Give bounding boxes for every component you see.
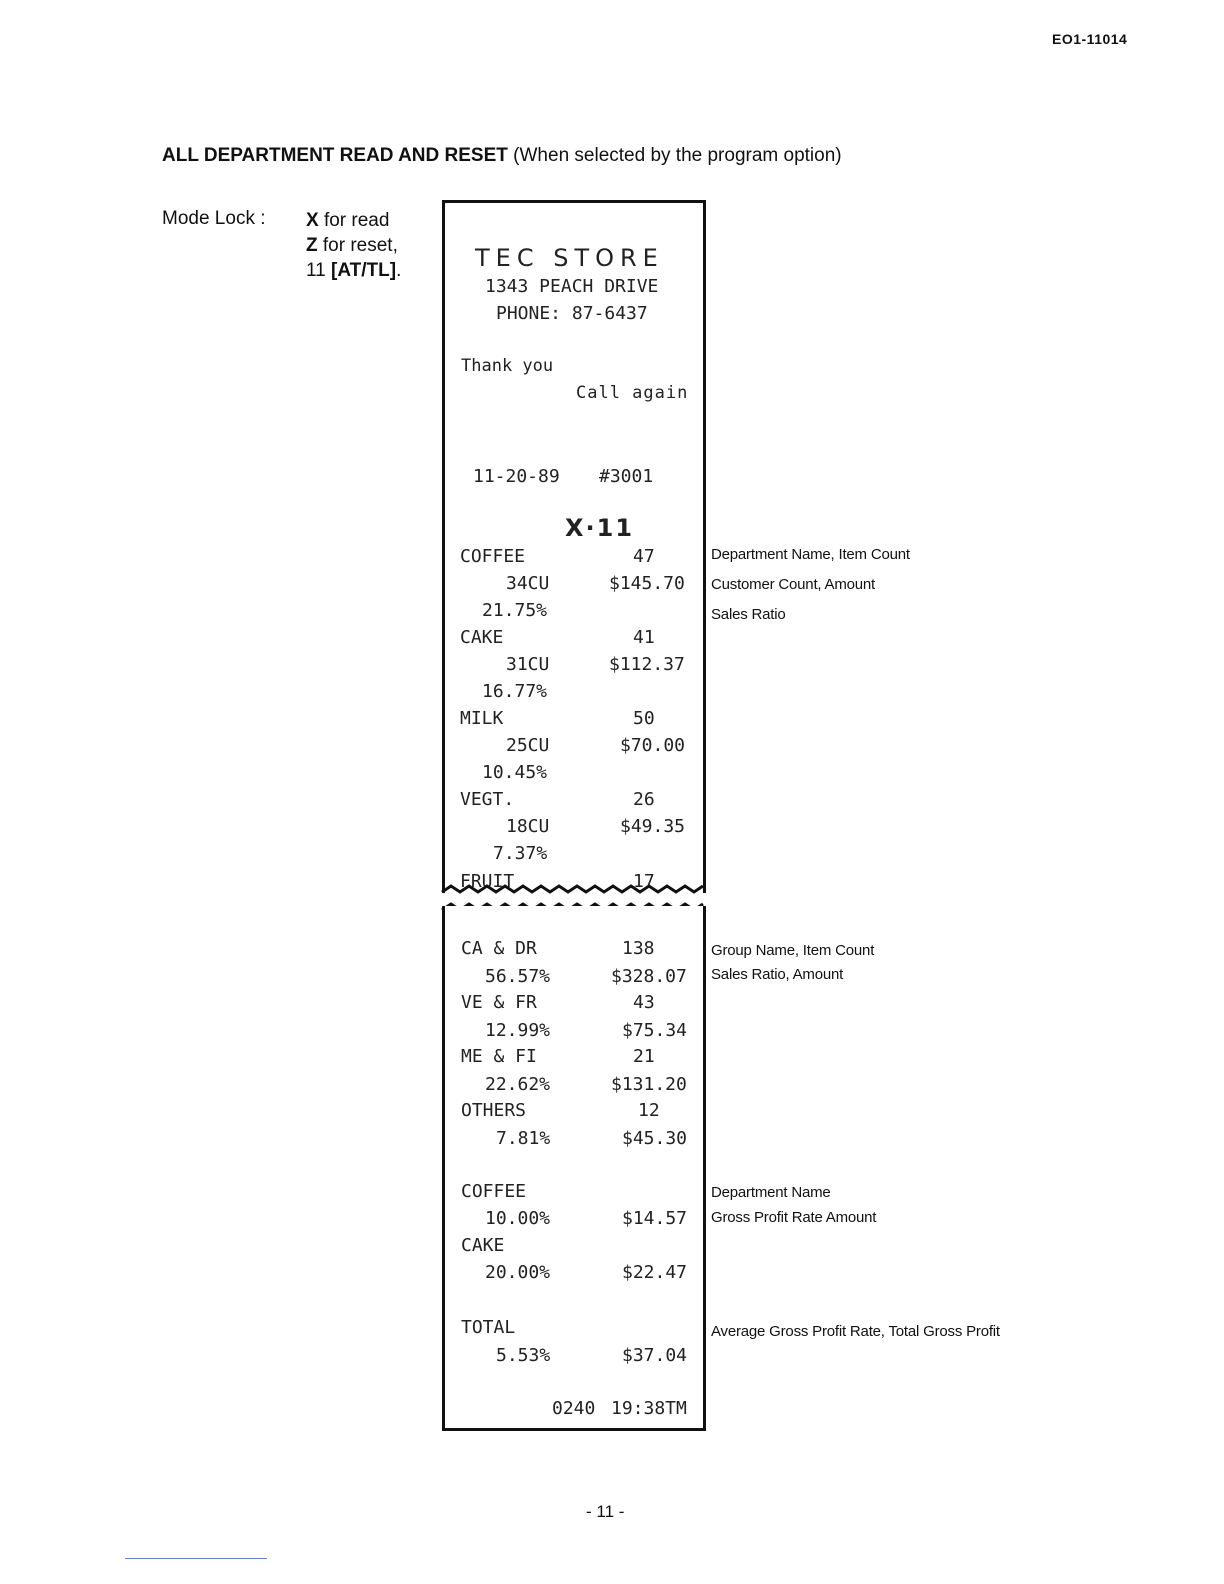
group-count: 12 bbox=[638, 1100, 660, 1121]
annotation-group-name-count: Group Name, Item Count bbox=[711, 942, 875, 959]
annotation-group-ratio-amount: Sales Ratio, Amount bbox=[711, 966, 844, 983]
total-rate: 5.53% bbox=[496, 1345, 551, 1366]
gp-rate: 20.00% bbox=[485, 1262, 551, 1283]
mode-z: Z bbox=[306, 235, 318, 256]
mode-key-dot: . bbox=[396, 260, 402, 281]
document-id: EO1-11014 bbox=[1052, 31, 1128, 47]
group-count: 43 bbox=[633, 992, 655, 1013]
store-name: TEC STORE bbox=[475, 244, 664, 272]
dept-name: CAKE bbox=[460, 627, 504, 648]
group-amount: $328.07 bbox=[611, 966, 687, 987]
mode-lock-label: Mode Lock : bbox=[162, 208, 266, 229]
dept-count: 26 bbox=[633, 789, 655, 810]
group-name: ME & FI bbox=[461, 1046, 537, 1067]
page-number: - 11 - bbox=[586, 1502, 625, 1521]
mode-lock-instructions bbox=[306, 208, 401, 283]
store-phone: PHONE: 87-6437 bbox=[496, 303, 648, 324]
report-mode-mark: X·11 bbox=[565, 514, 635, 542]
gp-dept-name: COFFEE bbox=[461, 1181, 527, 1202]
annotation-customer-amount: Customer Count, Amount bbox=[711, 576, 876, 593]
dept-count: 41 bbox=[633, 627, 655, 648]
group-amount: $75.34 bbox=[622, 1020, 688, 1041]
dept-customers: 25CU bbox=[506, 735, 550, 756]
mode-x: X bbox=[306, 210, 319, 231]
dept-amount: $49.35 bbox=[620, 816, 686, 837]
heading-normal: (When selected by the program option) bbox=[513, 145, 842, 166]
group-name: VE & FR bbox=[461, 992, 537, 1013]
dept-customers: 18CU bbox=[506, 816, 550, 837]
receipt-footer-time: 19:38TM bbox=[611, 1398, 687, 1419]
call-again-message: Call again bbox=[576, 383, 689, 403]
gp-dept-name: CAKE bbox=[461, 1235, 505, 1256]
mode-key: [AT/TL] bbox=[331, 260, 397, 281]
dept-ratio: 21.75% bbox=[482, 600, 548, 621]
group-amount: $45.30 bbox=[622, 1128, 688, 1149]
group-amount: $131.20 bbox=[611, 1074, 687, 1095]
dept-amount: $145.70 bbox=[609, 573, 685, 594]
group-count: 138 bbox=[622, 938, 655, 959]
dept-ratio: 10.45% bbox=[482, 762, 548, 783]
mode-key-number: 11 bbox=[306, 260, 332, 281]
dept-count: 50 bbox=[633, 708, 655, 729]
section-heading bbox=[162, 145, 842, 167]
receipt-lower bbox=[442, 906, 706, 1431]
receipt-tear-top bbox=[440, 884, 706, 900]
dept-name: MILK bbox=[460, 708, 504, 729]
total-label: TOTAL bbox=[461, 1317, 516, 1338]
group-ratio: 56.57% bbox=[485, 966, 551, 987]
annotation-dept-name-count: Department Name, Item Count bbox=[711, 546, 910, 563]
dept-name: FRUIT bbox=[460, 871, 515, 892]
consecutive-number: #3001 bbox=[599, 466, 654, 487]
dept-amount: $70.00 bbox=[620, 735, 686, 756]
group-ratio: 7.81% bbox=[496, 1128, 551, 1149]
mode-line-read bbox=[306, 208, 401, 233]
thank-you-message: Thank you bbox=[461, 356, 554, 376]
mode-line-key bbox=[306, 258, 401, 283]
dept-ratio: 7.37% bbox=[493, 843, 548, 864]
receipt-upper bbox=[442, 200, 706, 893]
dept-count: 47 bbox=[633, 546, 655, 567]
dept-count: 17 bbox=[633, 871, 655, 892]
dept-name: VEGT. bbox=[460, 789, 515, 810]
group-ratio: 22.62% bbox=[485, 1074, 551, 1095]
annotation-sales-ratio: Sales Ratio bbox=[711, 606, 786, 623]
gp-amount: $14.57 bbox=[622, 1208, 688, 1229]
dept-ratio: 16.77% bbox=[482, 681, 548, 702]
annotation-avg-gross-profit: Average Gross Profit Rate, Total Gross Profit bbox=[711, 1323, 1000, 1340]
total-amount: $37.04 bbox=[622, 1345, 688, 1366]
footer-rule bbox=[125, 1558, 267, 1559]
annotation-gross-profit-rate: Gross Profit Rate Amount bbox=[711, 1209, 877, 1226]
gp-amount: $22.47 bbox=[622, 1262, 688, 1283]
receipt-date: 11-20-89 bbox=[473, 466, 560, 487]
group-name: OTHERS bbox=[461, 1100, 527, 1121]
group-name: CA & DR bbox=[461, 938, 537, 959]
mode-line-reset bbox=[306, 233, 401, 258]
mode-x-text: for read bbox=[318, 210, 390, 231]
heading-bold: ALL DEPARTMENT READ AND RESET bbox=[162, 145, 508, 166]
group-count: 21 bbox=[633, 1046, 655, 1067]
dept-customers: 34CU bbox=[506, 573, 550, 594]
gp-rate: 10.00% bbox=[485, 1208, 551, 1229]
dept-name: COFFEE bbox=[460, 546, 526, 567]
dept-customers: 31CU bbox=[506, 654, 550, 675]
mode-z-text: for reset, bbox=[317, 235, 398, 256]
group-ratio: 12.99% bbox=[485, 1020, 551, 1041]
receipt-footer-number: 0240 bbox=[552, 1398, 596, 1419]
dept-amount: $112.37 bbox=[609, 654, 685, 675]
store-address: 1343 PEACH DRIVE bbox=[485, 276, 659, 297]
annotation-dept-name: Department Name bbox=[711, 1184, 831, 1201]
